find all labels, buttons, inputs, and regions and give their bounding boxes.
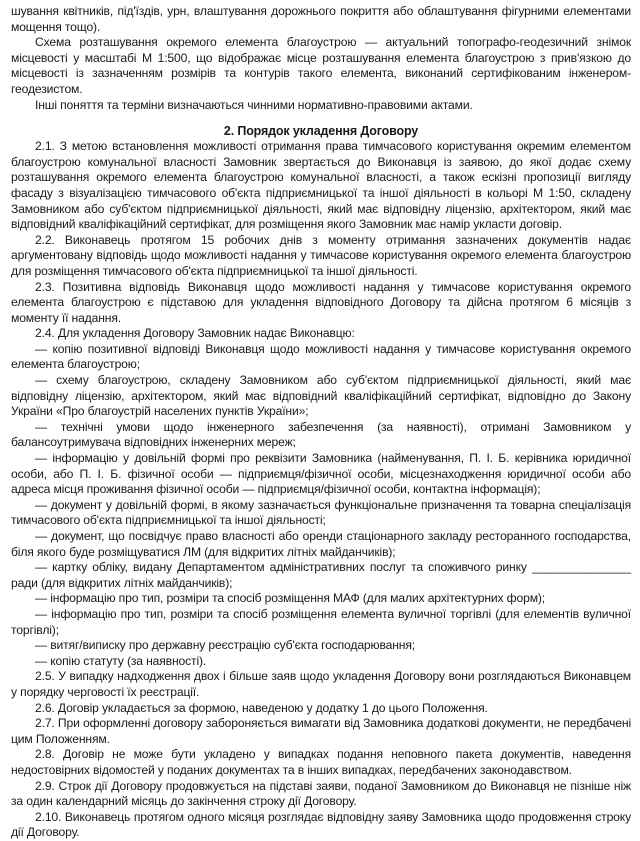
list-item-registration-card: — картку обліку, видану Департаментом адміністративних послуг та споживчого ринку _______________ ради (для відкритих літніх майданчиків); xyxy=(11,560,631,590)
clause-2-10: 2.10. Виконавець протягом одного місяця розглядає відповідну заяву Замовника щодо продовження строку дії Договору. xyxy=(11,809,631,840)
intro-paragraph-scheme-definition: Схема розташування окремого елемента благоустрою — актуальний топографо-геодезичний знімок місцевості у масштабі М 1:500, що відображає місце розташування елемента благоустрою з прив'язкою до місцевості із зазначенням розмірів та контурів такого елемента, виконаний сертифікованим інженером-геодезистом. xyxy=(11,35,631,96)
list-item-street-trade-info: — інформацію про тип, розміри та спосіб розміщення елемента вуличної торгівлі (для елементів вуличної торгівлі); xyxy=(11,606,631,637)
list-item-positive-response-copy: — копію позитивної відповіді Виконавця щодо можливості надання у тимчасове користування окремого елемента благоустрою; xyxy=(11,341,631,372)
list-item-maf-info: — інформацію про тип, розміри та спосіб розміщення МАФ (для малих архітектурних форм); xyxy=(35,591,546,606)
list-item-registry-extract: — витяг/виписку про державну реєстрацію суб'єкта господарювання; xyxy=(35,638,416,653)
clause-2-7: 2.7. При оформленні договору забороняється вимагати від Замовника додаткові документи, не передбачені цим Положенням. xyxy=(11,716,631,746)
list-item-customer-details: — інформацію у довільній формі про реквізити Замовника (найменування, П. І. Б. керівника юридичної особи, або П. І. Б. фізичної особи — підприємця/фізичної особи, місцезнаходження юридичної особи або адреса місця проживання фізичної особи — підприємця/фізичної особи, контактна інформація); xyxy=(11,451,631,497)
intro-paragraph-continued: шування квітників, під'їздів, урн, влаштування дорожнього покриття або облаштування фігурними елементами мощення тощо). xyxy=(11,4,631,34)
section-heading: 2. Порядок укладення Договору xyxy=(223,124,419,139)
section-gap xyxy=(11,113,631,123)
clause-2-3: 2.3. Позитивна відповідь Виконавця щодо можливості надання у тимчасове користування окремого елемента благоустрою є підставою для укладення відповідного Договору та дійсна протягом 6 місяців з моменту її надання. xyxy=(11,279,631,325)
list-item-functional-purpose: — документ у довільній формі, в якому зазначається функціональне призначення та товарна спеціалізація тимчасового об'єкта підприємницької та іншої діяльності; xyxy=(11,497,631,528)
list-item-improvement-scheme: — схему благоустрою, складену Замовником або суб'єктом підприємницької діяльності, який має відповідну ліцензію, архітектором, який має відповідний кваліфікаційний сертифікат, відповідно до Закону України «Про благоустрій населених пунктів України»; xyxy=(11,373,631,419)
list-item-statute-copy: — копію статуту (за наявності). xyxy=(35,653,207,668)
list-item-ownership-document: — документ, що посвідчує право власності або оренди стаціонарного закладу ресторанного господарства, біля якого буде розміщуватися ЛМ (для відкритих літніх майданчиків); xyxy=(11,529,631,559)
clause-2-8: 2.8. Договір не може бути укладено у випадках подання неповного пакета документів, наведення недостовірних відомостей у поданих документах та в інших випадках, передбачених законодавством. xyxy=(11,747,631,777)
clause-2-2: 2.2. Виконавець протягом 15 робочих днів з моменту отримання зазначених документів надає аргументовану відповідь щодо можливості надання у тимчасове користування окремого елемента благоустрою для розміщення тимчасового об'єкта підприємницької та іншої діяльності. xyxy=(11,232,631,278)
clause-2-4: 2.4. Для укладення Договору Замовник надає Виконавцю: xyxy=(35,326,355,341)
clause-2-9: 2.9. Строк дії Договору продовжується на підставі заяви, поданої Замовником до Виконавця не пізніше ніж за один календарний місяць до закінчення строку дії Договору. xyxy=(11,778,631,809)
clause-2-5: 2.5. У випадку надходження двох і більше заяв щодо укладення Договору вони розглядаються Виконавцем у порядку черговості їх реєстрації. xyxy=(11,669,631,699)
clause-2-1: 2.1. З метою встановлення можливості отримання права тимчасового користування окремим елементом благоустрою комунальної власності Замовник звертається до Виконавця із заявою, до якої додає схему розташування окремого елемента благоустрою комунальної власності, а також ескізні пропозиції вигляду фасаду з візуалізацією тимчасового об'єкта підприємницької та іншої діяльності в кольорі М 1:50, складену Замовником або суб'єктом підприємницької діяльності, який має відповідну ліцензію, архітектором, який має відповідний кваліфікаційний сертифікат, для розміщення якого Замовник має намір укласти договір. xyxy=(11,139,631,232)
clause-2-6: 2.6. Договір укладається за формою, наведеною у додатку 1 до цього Положення. xyxy=(35,700,488,715)
intro-paragraph-other-terms: Інші поняття та терміни визначаються чинними нормативно-правовими актами. xyxy=(35,97,473,112)
list-item-technical-conditions: — технічні умови щодо інженерного забезпечення (за наявності), отримані Замовником у балансоутримувача відповідних інженерних мереж; xyxy=(11,419,631,450)
